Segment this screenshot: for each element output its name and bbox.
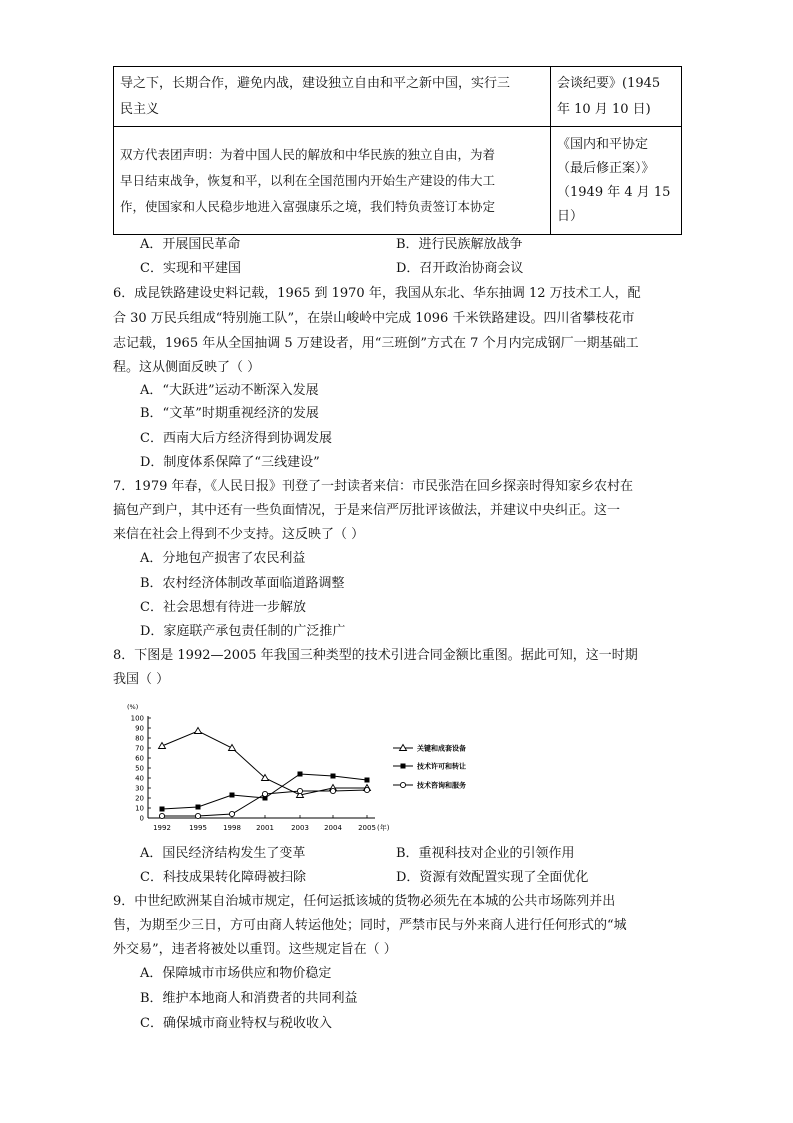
y-tick-label: 90 (135, 724, 144, 733)
y-tick-label: 0 (139, 814, 144, 823)
q9-stem-line: 售，为期至少三日，方可由商人转运他处；同时，严禁市民与外来商人进行任何形式的“城 (113, 918, 627, 933)
cell-line: （最后修正案）》 (557, 160, 655, 176)
q7-option-c[interactable]: C．社会思想有待进一步解放 (140, 600, 306, 615)
cell-line: 会谈纪要》(1945 (557, 75, 661, 91)
cell-line: 《国内和平协定 (557, 136, 649, 152)
legend-label: 关键和成套设备 (417, 744, 466, 753)
data-point-series-3 (330, 788, 335, 793)
y-tick-label: 20 (135, 794, 144, 803)
q6-option-b[interactable]: B．“文革”时期重视经济的发展 (140, 406, 319, 421)
data-point-series-1 (195, 728, 202, 734)
y-tick-label: 80 (135, 734, 144, 743)
y-tick-label: 50 (135, 764, 144, 773)
q9-option-c[interactable]: C．确保城市商业特权与税收收入 (140, 1016, 332, 1031)
table-cell-content (114, 67, 551, 127)
q5-option-c[interactable]: C．实现和平建国 (140, 261, 241, 276)
y-tick-label: 100 (130, 714, 144, 723)
table-cell-source (551, 67, 682, 127)
q5-option-a[interactable]: A．开展国民革命 (140, 237, 241, 252)
cell-line: 导之下，长期合作，避免内战，建设独立自由和平之新中国，实行三 (120, 75, 511, 91)
data-point-series-3 (229, 811, 234, 816)
data-point-series-3 (195, 813, 200, 818)
data-point-series-2 (331, 774, 336, 779)
q6-stem-line: 合 30 万民兵组成“特别施工队”，在崇山峻岭中完成 1096 千米铁路建设。四川省攀枝花市 (113, 311, 635, 326)
x-tick-label: 1998 (223, 824, 241, 832)
x-tick-label: 2001 (256, 824, 274, 832)
q8-option-d[interactable]: D．资源有效配置实现了全面优化 (396, 870, 589, 885)
cell-line: 民主义 (120, 101, 160, 117)
x-tick-label: 1995 (189, 824, 207, 832)
q6-stem-line: 程。这从侧面反映了（ ） (113, 360, 261, 375)
document-table (113, 66, 682, 235)
legend-label: 技术许可和转让 (417, 762, 466, 771)
table-cell-source (551, 127, 682, 235)
data-point-series-2 (365, 778, 370, 783)
table-cell-content (114, 127, 551, 235)
data-point-series-2 (160, 807, 165, 812)
table-row (114, 127, 682, 235)
q5-option-d[interactable]: D．召开政治协商会议 (396, 261, 524, 276)
q7-option-b[interactable]: B．农村经济体制改革面临道路调整 (140, 576, 345, 591)
data-point-series-3 (364, 787, 369, 792)
q8-stem-line: 我国（ ） (113, 672, 170, 687)
data-point-series-3 (262, 791, 267, 796)
x-tick-label: 2004 (324, 824, 342, 832)
q7-stem-line: 搞包产到户，其中还有一些负面情况，于是来信严厉批评该做法，并建议中央纠正。这一 (113, 503, 621, 518)
y-tick-label: 30 (135, 784, 144, 793)
y-tick-label: 70 (135, 744, 144, 753)
q7-stem-line: 来信在社会上得到不少支持。这反映了（ ） (113, 527, 365, 542)
legend-marker (401, 764, 406, 769)
x-tick-label: 1992 (153, 824, 171, 832)
q8-option-c[interactable]: C．科技成果转化障碍被扫除 (140, 870, 306, 885)
x-tick-label: 2005 (358, 824, 376, 832)
data-point-series-2 (196, 805, 201, 810)
y-tick-label: 10 (135, 804, 144, 813)
data-point-series-2 (298, 772, 303, 777)
q8-option-b[interactable]: B．重视科技对企业的引领作用 (396, 846, 575, 861)
series-line-1 (162, 731, 367, 795)
q6-stem-line: 6．成昆铁路建设史料记载，1965 到 1970 年，我国从东北、华东抽调 12 万技术工人，配 (113, 286, 641, 301)
cell-line: 作，使国家和人民稳步地进入富强康乐之境，我们特负责签订本协定 (120, 198, 496, 214)
cell-line: 日） (557, 208, 584, 224)
q9-option-a[interactable]: A．保障城市市场供应和物价稳定 (140, 966, 332, 981)
cell-line: 年 10 月 10 日) (557, 101, 651, 117)
data-point-series-3 (297, 788, 302, 793)
cell-line: （1949 年 4 月 15 (557, 184, 671, 200)
q6-stem-line: 志记载，1965 年从全国抽调 5 万建设者，用“三班倒”方式在 7 个月内完成钢厂一期基础工 (113, 336, 639, 351)
q9-option-b[interactable]: B．维护本地商人和消费者的共同利益 (140, 991, 358, 1006)
y-axis-unit: (%) (127, 703, 139, 711)
y-tick-label: 60 (135, 754, 144, 763)
x-axis-unit: (年) (377, 824, 390, 832)
table-row (114, 67, 682, 127)
legend-marker (400, 782, 405, 787)
q9-stem-line: 9．中世纪欧洲某自治城市规定，任何运抵该城的货物必须先在本城的公共市场陈列并出 (113, 894, 616, 909)
q6-option-a[interactable]: A．“大跃进”运动不断深入发展 (140, 383, 319, 398)
q6-option-c[interactable]: C．西南大后方经济得到协调发展 (140, 431, 332, 446)
data-point-series-3 (159, 813, 164, 818)
q8-option-a[interactable]: A．国民经济结构发生了变革 (140, 846, 306, 861)
y-tick-label: 40 (135, 774, 144, 783)
data-point-series-2 (230, 793, 235, 798)
q8-stem-line: 8．下图是 1992—2005 年我国三种类型的技术引进合同金额比重图。据此可知，这一时期 (113, 648, 638, 663)
tech-import-chart (113, 700, 503, 840)
legend-label: 技术咨询和服务 (417, 781, 466, 790)
cell-line: 双方代表团声明：为着中国人民的解放和中华民族的独立自由，为着 (120, 146, 496, 162)
q7-stem-line: 7．1979 年春，《人民日报》刊登了一封读者来信：市民张浩在回乡探亲时得知家乡农村在 (113, 479, 633, 494)
cell-line: 早日结束战争，恢复和平，以利在全国范围内开始生产建设的伟大工 (120, 172, 496, 188)
x-tick-label: 2003 (291, 824, 309, 832)
q7-option-a[interactable]: A．分地包产损害了农民利益 (140, 551, 306, 566)
q6-option-d[interactable]: D．制度体系保障了“三线建设” (140, 455, 320, 470)
q5-option-b[interactable]: B．进行民族解放战争 (396, 237, 523, 252)
q9-stem-line: 外交易”，违者将被处以重罚。这些规定旨在（ ） (113, 942, 397, 957)
data-point-series-1 (229, 745, 236, 751)
q7-option-d[interactable]: D．家庭联产承包责任制的广泛推广 (140, 624, 346, 639)
